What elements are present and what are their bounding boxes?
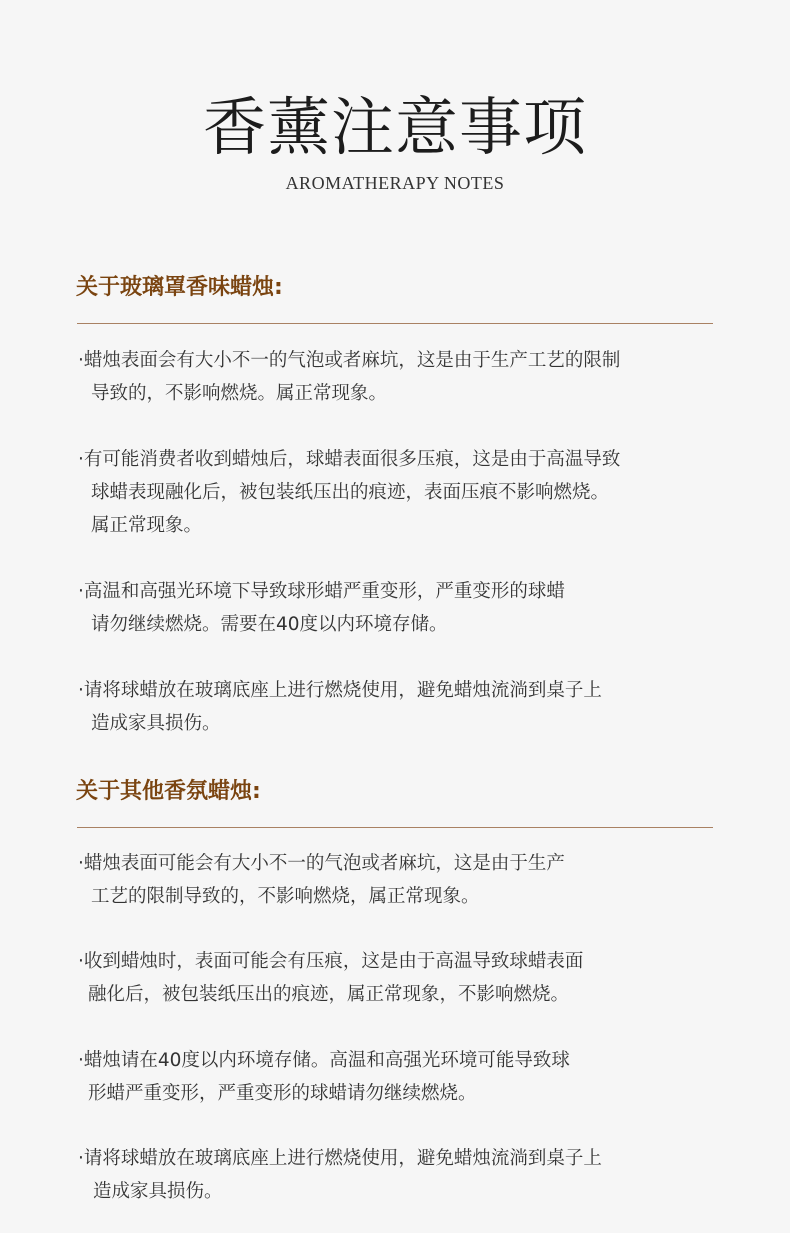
section-heading-glass-candles: 关于玻璃罩香味蜡烛: [76,275,283,300]
note-item [78,575,738,641]
page-title: 香薰注意事项 [203,91,587,164]
note-line: 造成家具损伤。 [91,713,221,734]
note-line: ·收到蜡烛时，表面可能会有压痕，这是由于高温导致球蜡表面 [78,951,584,972]
note-line: ·蜡烛表面可能会有大小不一的气泡或者麻坑，这是由于生产 [78,853,565,874]
note-line: 融化后，被包装纸压出的痕迹，属正常现象，不影响燃烧。 [88,984,570,1005]
note-item [78,847,738,913]
note-line: ·有可能消费者收到蜡烛后，球蜡表面很多压痕，这是由于高温导致 [78,449,621,470]
note-line: ·请将球蜡放在玻璃底座上进行燃烧使用，避免蜡烛流淌到桌子上 [78,680,602,701]
note-line: ·请将球蜡放在玻璃底座上进行燃烧使用，避免蜡烛流淌到桌子上 [78,1148,602,1169]
page-subtitle: AROMATHERAPY NOTES [285,173,505,193]
note-line: 工艺的限制导致的，不影响燃烧，属正常现象。 [91,886,480,907]
note-item [78,1142,738,1208]
note-line: 属正常现象。 [91,515,203,536]
note-line: 造成家具损伤。 [93,1181,223,1202]
note-line: ·高温和高强光环境下导致球形蜡严重变形，严重变形的球蜡 [78,581,565,602]
note-line: ·蜡烛表面会有大小不一的气泡或者麻坑，这是由于生产工艺的限制 [78,350,621,371]
note-line: 球蜡表现融化后，被包装纸压出的痕迹，表面压痕不影响燃烧。 [91,482,610,503]
section-heading-other-candles: 关于其他香氛蜡烛: [76,779,261,804]
note-line: 形蜡严重变形，严重变形的球蜡请勿继续燃烧。 [88,1083,477,1104]
note-line: 导致的，不影响燃烧。属正常现象。 [91,383,388,404]
note-item [78,1044,738,1110]
section-divider [77,323,713,324]
note-item [78,674,738,740]
note-line: 请勿继续燃烧。需要在40度以内环境存储。 [91,614,448,635]
note-line: ·蜡烛请在40度以内环境存储。高温和高强光环境可能导致球 [78,1050,570,1071]
note-item [78,344,738,410]
note-item [78,443,738,542]
section-divider [77,827,713,828]
note-item [78,945,738,1011]
